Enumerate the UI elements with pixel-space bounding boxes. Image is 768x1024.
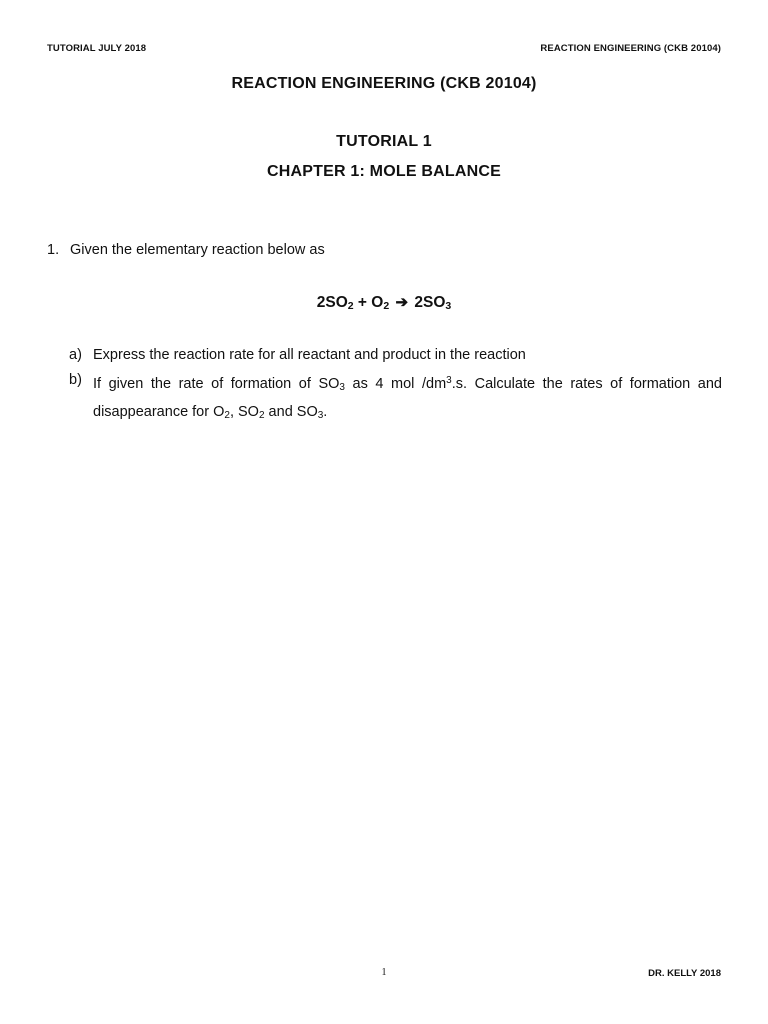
equation-subscript: 3: [445, 300, 452, 312]
subscript: 2: [258, 410, 265, 421]
equation-product: 2SO: [414, 294, 446, 311]
footer-author: DR. KELLY 2018: [648, 968, 721, 979]
chapter-title: CHAPTER 1: MOLE BALANCE: [267, 163, 501, 180]
reaction-arrow-icon: ➔: [395, 294, 409, 311]
page-header-right: REACTION ENGINEERING (CKB 20104): [540, 43, 721, 54]
equation-subscript: 2: [383, 300, 390, 312]
course-title: REACTION ENGINEERING (CKB 20104): [231, 75, 537, 92]
sub-question-b: [69, 368, 722, 428]
text-run: , SO: [229, 404, 259, 420]
question-number: 1.: [47, 242, 60, 258]
sub-question-text: [93, 368, 722, 428]
sub-question-text: Express the reaction rate for all reactant and product in the reaction: [93, 347, 526, 363]
question-1: [47, 242, 325, 258]
question-text: Given the elementary reaction below as: [70, 242, 325, 258]
equation-reactant-1: 2SO: [316, 294, 348, 311]
page-header-left: TUTORIAL JULY 2018: [47, 43, 147, 54]
reaction-equation: [0, 293, 768, 312]
subscript: 3: [339, 382, 345, 393]
text-run: .: [323, 404, 328, 420]
text-run: .s. Calculate the rates of formation and disappearance for O: [93, 376, 722, 420]
text-run: as 4 mol /dm: [344, 376, 447, 392]
sub-question-label: b): [69, 372, 82, 388]
sub-question-label: a): [69, 347, 82, 363]
equation-subscript: 2: [347, 300, 354, 312]
subscript: 2: [224, 410, 230, 421]
text-run: If given the rate of formation of SO: [93, 376, 340, 392]
tutorial-title: TUTORIAL 1: [336, 133, 432, 150]
equation-reactant-2: + O: [353, 294, 384, 311]
sub-question-a: [69, 343, 722, 368]
superscript: 3: [446, 375, 452, 386]
text-run: and SO: [264, 404, 318, 420]
subscript: 3: [317, 410, 324, 421]
page-number: 1: [381, 967, 387, 978]
